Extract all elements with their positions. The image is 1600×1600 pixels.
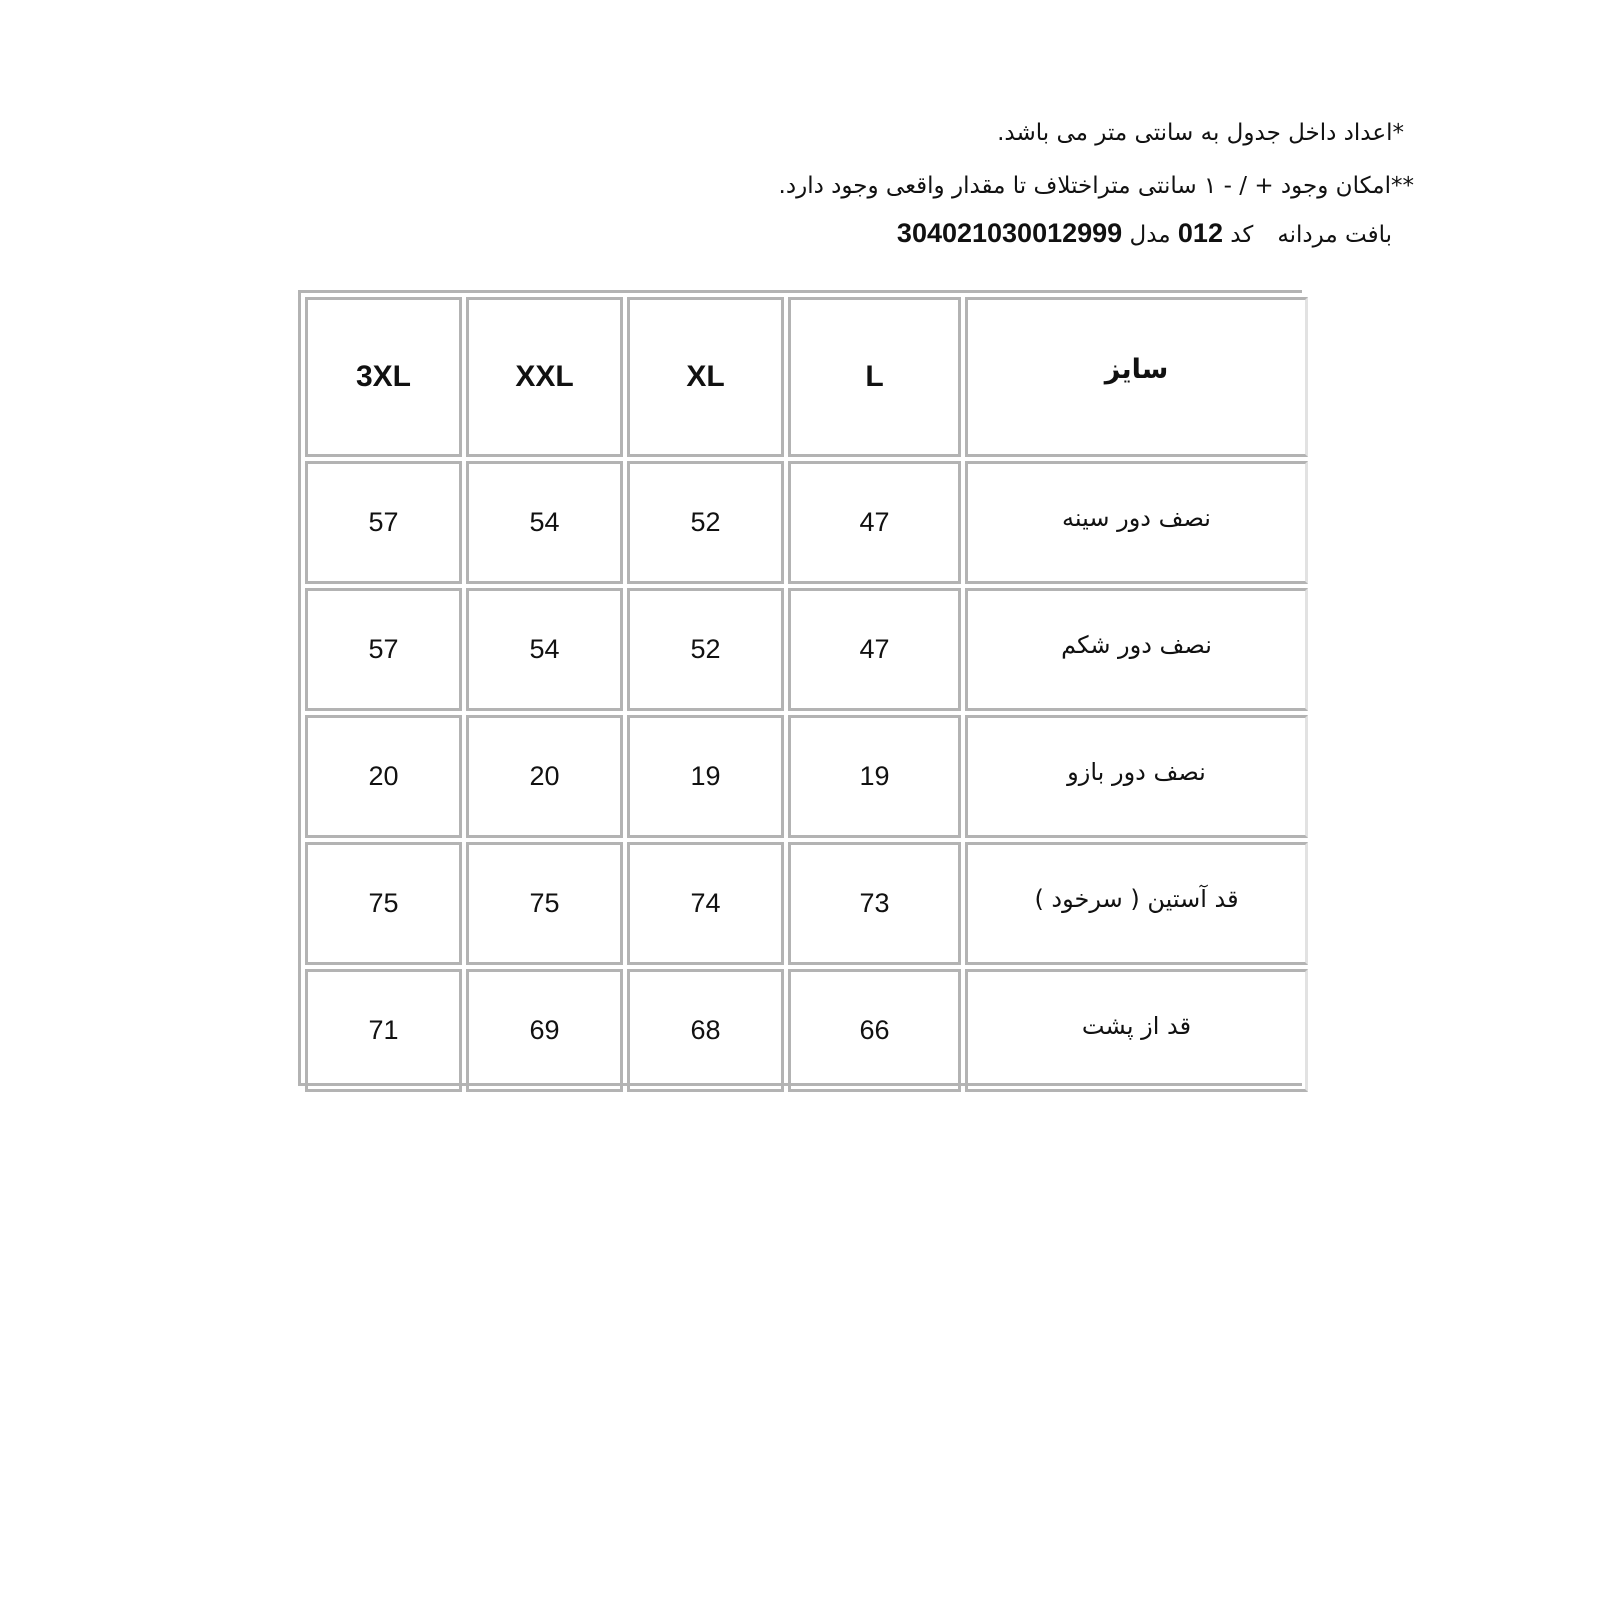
measurement-value: 68: [690, 1015, 721, 1045]
value-cell: [466, 588, 623, 711]
measurement-value: 47: [859, 507, 890, 537]
measurement-value: 54: [529, 634, 560, 664]
value-cell: [305, 588, 462, 711]
value-cell: [305, 461, 462, 584]
measurement-value: 20: [529, 761, 560, 791]
measurement-value: 47: [859, 634, 890, 664]
measurement-value: 54: [529, 507, 560, 537]
size-label: 3XL: [355, 360, 412, 393]
value-cell: [305, 715, 462, 838]
measurement-value: 75: [368, 888, 399, 918]
measurement-value: 52: [690, 507, 721, 537]
product-name: بافت مردانه: [1277, 222, 1392, 248]
value-cell: [788, 842, 961, 965]
measurement-label: نصف دور بازو: [1067, 757, 1206, 786]
value-cell: [627, 969, 784, 1092]
size-label: XL: [686, 360, 725, 393]
code-label: کد: [1230, 222, 1254, 248]
size-label: XXL: [515, 360, 574, 393]
measurement-value: 52: [690, 634, 721, 664]
size-table-frame: [298, 290, 1302, 1086]
measurement-value: 57: [368, 634, 399, 664]
table-row: [305, 842, 1308, 965]
value-cell: [627, 461, 784, 584]
value-cell: [788, 588, 961, 711]
model-label: مدل: [1129, 222, 1171, 248]
value-cell: [466, 715, 623, 838]
header-cell-size: [788, 297, 961, 457]
measurement-value: 19: [690, 761, 721, 791]
table-row: [305, 715, 1308, 838]
table-row: [305, 461, 1308, 584]
measurement-value: 71: [368, 1015, 399, 1045]
model-number: 304021030012999: [896, 218, 1123, 248]
value-cell: [788, 715, 961, 838]
measurement-label: قد آستین ( سرخود ): [1034, 884, 1239, 913]
measurement-label: نصف دور سینه: [1062, 503, 1211, 532]
label-cell: [965, 842, 1308, 965]
label-cell: [965, 588, 1308, 711]
size-table: [301, 293, 1312, 1096]
measurement-value: 69: [529, 1015, 560, 1045]
measurement-value: 75: [529, 888, 560, 918]
header-cell-label: [965, 297, 1308, 457]
table-row: [305, 969, 1308, 1092]
measurement-value: 74: [690, 888, 721, 918]
value-cell: [305, 969, 462, 1092]
value-cell: [466, 461, 623, 584]
size-column-title: سایز: [1104, 353, 1169, 385]
value-cell: [788, 969, 961, 1092]
measurement-value: 57: [368, 507, 399, 537]
measurement-value: 66: [859, 1015, 890, 1045]
measurement-value: 20: [368, 761, 399, 791]
unit-note: *اعداد داخل جدول به سانتی متر می باشد.: [997, 120, 1404, 146]
header-cell-size: [627, 297, 784, 457]
table-row: [305, 588, 1308, 711]
tolerance-note: **امکان وجود + / - ۱ سانتی متراختلاف تا مقدار واقعی وجود دارد.: [778, 173, 1414, 199]
label-cell: [965, 715, 1308, 838]
measurement-value: 19: [859, 761, 890, 791]
value-cell: [305, 842, 462, 965]
value-cell: [627, 588, 784, 711]
value-cell: [627, 842, 784, 965]
label-cell: [965, 969, 1308, 1092]
value-cell: [627, 715, 784, 838]
label-cell: [965, 461, 1308, 584]
measurement-label: قد از پشت: [1081, 1011, 1192, 1040]
value-cell: [466, 842, 623, 965]
size-label: L: [865, 360, 884, 393]
header-cell-size: [466, 297, 623, 457]
table-header-row: [305, 297, 1308, 457]
model-info: [897, 217, 1392, 251]
header-cell-size: [305, 297, 462, 457]
value-cell: [788, 461, 961, 584]
measurement-label: نصف دور شکم: [1061, 630, 1212, 659]
value-cell: [466, 969, 623, 1092]
code-value: 012: [1177, 218, 1223, 248]
measurement-value: 73: [859, 888, 890, 918]
